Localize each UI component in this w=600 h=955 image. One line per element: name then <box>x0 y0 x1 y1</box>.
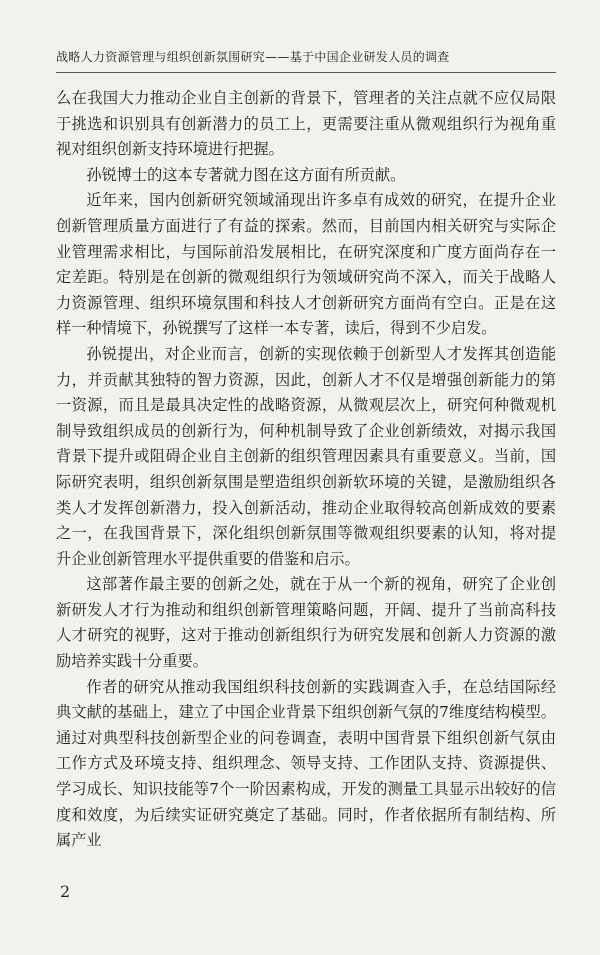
page-number: 2 <box>60 882 71 901</box>
paragraph-5: 这部著作最主要的创新之处，就在于从一个新的视角，研究了企业创新研发人才行为推动和组织创新管理策略问题，开阔、提升了当前高科技人才研究的视野，这对于推动创新组织行为研究发展和创新人力资源的激励培养实践十分重要。 <box>56 575 556 671</box>
paragraph-6: 作者的研究从推动我国组织科技创新的实践调查入手，在总结国际经典文献的基础上，建立了中国企业背景下组织创新气氛的7维度结构模型。通过对典型科技创新型企业的问卷调查，表明中国背景下组织创新气氛由工作方式及环境支持、组织理念、领导支持、工作团队支持、资源提供、学习成长、知识技能等7个一阶因素构成，开发的测量工具显示出较好的信度和效度，为后续实证研究奠定了基础。同时，作者依据所有制结构、所属产业 <box>56 677 556 850</box>
header-rule <box>56 72 556 73</box>
body-text <box>56 86 556 854</box>
paragraph-3: 近年来，国内创新研究领域涌现出许多卓有成效的研究，在提升企业创新管理质量方面进行了有益的探索。然而，目前国内相关研究与实际企业管理需求相比，与国际前沿发展相比，在研究深度和广度方面尚存在一定差距。特别是在创新的微观组织行为领域研究尚不深入，而关于战略人力资源管理、组织环境氛围和科技人才创新研究方面尚有空白。正是在这样一种情境下，孙锐撰写了这样一本专著，读后，得到不少启发。 <box>56 191 556 338</box>
paragraph-4: 孙锐提出，对企业而言，创新的实现依赖于创新型人才发挥其创造能力，并贡献其独特的智力资源，因此，创新人才不仅是增强创新能力的第一资源，而且是最具决定性的战略资源，从微观层次上，研究何种微观机制导致组织成员的创新行为，何种机制导致了企业创新绩效，对揭示我国背景下提升或阻碍企业自主创新的组织管理因素具有重要意义。当前，国际研究表明，组织创新氛围是塑造组织创新软环境的关键，是激励组织各类人才发挥创新潜力，投入创新活动，推动企业取得较高创新成效的要素之一，在我国背景下，深化组织创新氛围等微观组织要素的认知，将对提升企业创新管理水平提供重要的借鉴和启示。 <box>56 344 556 568</box>
paragraph-2: 孙锐博士的这本专著就力图在这方面有所贡献。 <box>86 165 406 184</box>
paragraph-1: 么在我国大力推动企业自主创新的背景下，管理者的关注点就不应仅局限于挑选和识别具有创新潜力的员工上，更需要注重从微观组织行为视角重视对组织创新支持环境进行把握。 <box>56 89 556 159</box>
running-header: 战略人力资源管理与组织创新氛围研究——基于中国企业研发人员的调查 <box>56 50 450 64</box>
